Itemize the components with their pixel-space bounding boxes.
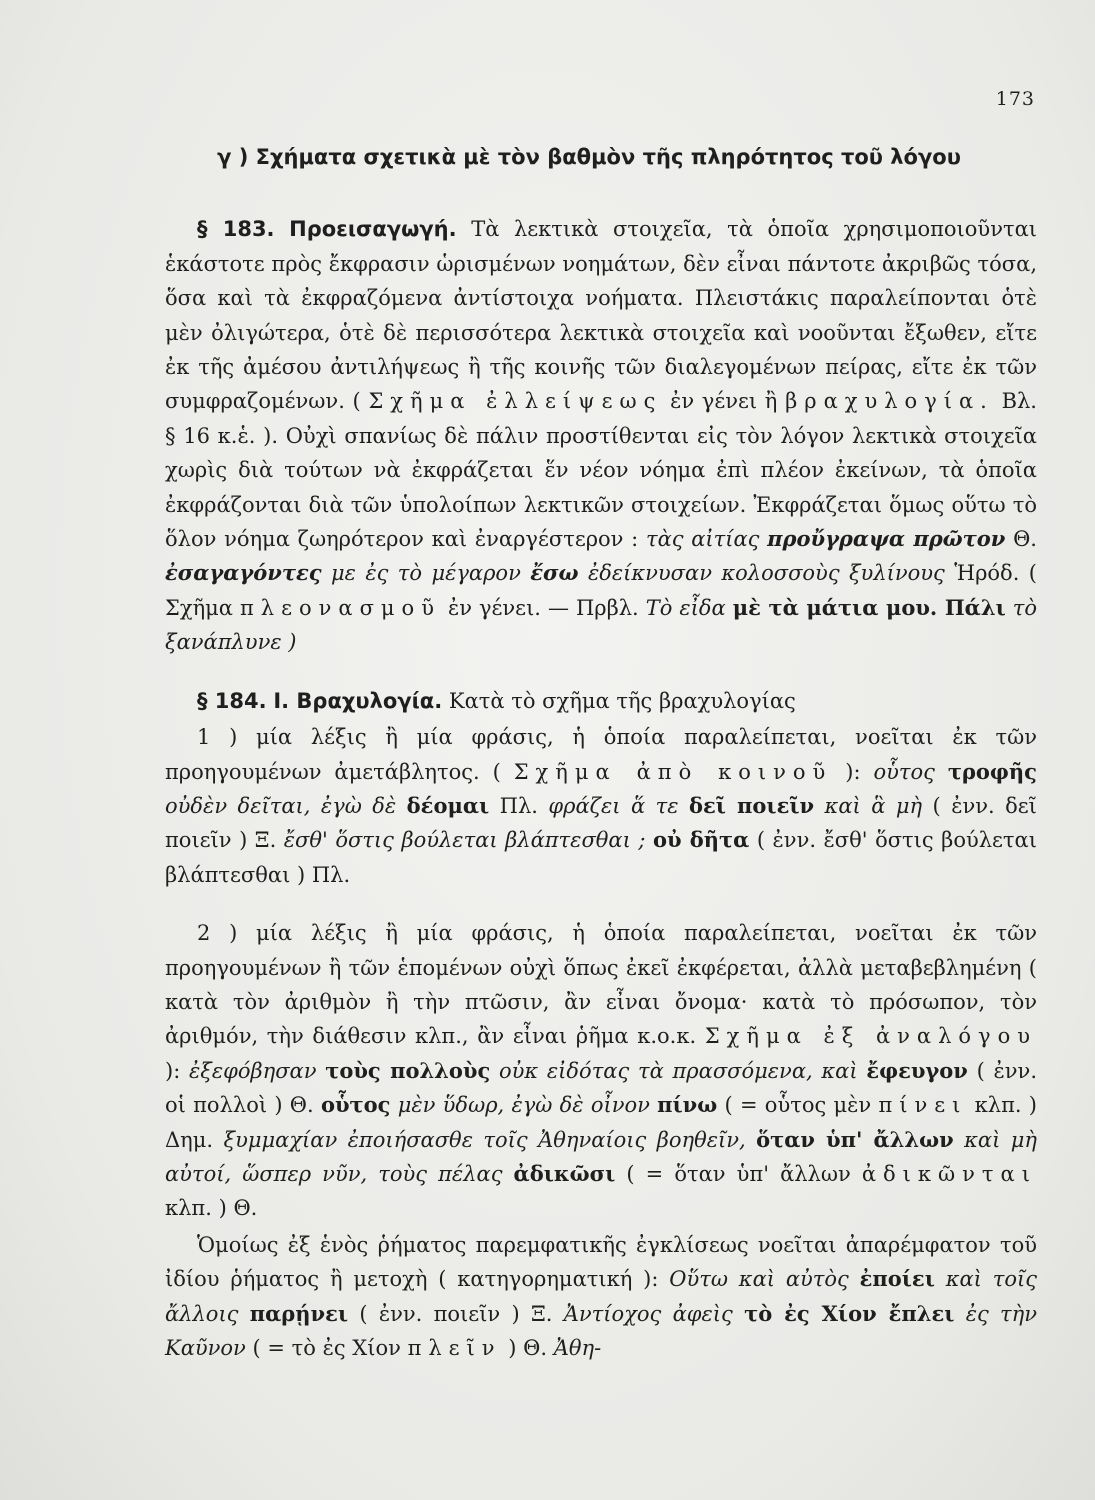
text: κλπ. ) Θ. [165,1196,258,1221]
example-bold: μὲ τὰ μάτια μου. Πάλι [732,594,1006,620]
page-content [165,140,1037,1367]
text: Βλ. § 16 κ.ἑ. ). Οὐχὶ σπανίως δὲ πάλιν προστίθενται εἰς τὸν λόγον λεκτικὰ στοιχεῖα χωρὶς διὰ τούτων νὰ ἐκφράζεται ἕν νέον νόημα ἐπὶ πλέον ἐκείνων, τὰ ὁποῖα ἐκφράζονται διὰ τῶν ὑπολοίπων λεκτικῶν στοιχείων. Ἐκφράζεται ὅμως οὕτω τὸ ὅλον νόημα ζωηρότερον καὶ ἐναργέστερον : [165,389,1037,552]
example-italic: οὗτος [873,759,935,784]
text: ( ἐνν. ἔσθ' ὅστις βούλεται βλάπτεσθαι ) Πλ. [165,828,1037,887]
text: ( ἐνν. οἱ πολλοὶ ) Θ. [165,1058,1037,1118]
example-bold: πίνω [657,1092,718,1118]
example-bold: τὸ ἐς Χίον ἔπλει [744,1300,955,1326]
text: ( = ὅταν ὑπ' ἄλλων [626,1161,851,1186]
example-bold: ὅταν ὑπ' ἄλλων [756,1126,954,1152]
spaced-term: Σχῆμα ἐλλείψεως [368,389,663,414]
paragraph-184-3 [165,1228,1037,1366]
section-number-183: § 183. [197,217,275,242]
example-bold: ἐσαγαγόντες [165,560,322,586]
spaced-term: Σχῆμα ἀπὸ κοινοῦ [513,759,833,784]
text: ἐν γένει ἢ [670,389,778,414]
text: Τὰ λεκτικὰ στοιχεῖα, τὰ ὁποῖα χρησιμοποιοῦνται ἑκάστοτε πρὸς ἔκφρασιν ὡρισμένων νοημάτων, δὲν εἶναι πάντοτε ἀκριβῶς τόσα, ὅσα καὶ τὰ ἐκφραζόμενα ἀντίστοιχα νοήματα. Πλειστάκις παραλείπονται ὁτὲ μὲν ὀλιγώτερα, ὁτὲ δὲ περισσότερα λεκτικὰ στοιχεῖα καὶ νοοῦνται ἔξωθεν, εἴτε ἐκ τῆς ἀμέσου ἀντιλήψεως ἢ τῆς κοινῆς τῶν διαλεγομένων πείρας, εἴτε ἐκ τῶν συμφραζομένων. ( [165,217,1037,414]
example-bold: ἔφευγον [866,1057,968,1083]
text: ( ἐνν. ποιεῖν ) Ξ. [359,1301,553,1326]
example-italic: καὶ ἃ μὴ [824,793,923,818]
example-bold: δεῖ ποιεῖν [689,792,815,818]
text: ἐν γένει. — Πρβλ. [447,595,639,620]
example-italic: τὸ ξανάπλυνε ) [165,595,1037,655]
example-bold: ἀδικῶσι [513,1160,616,1186]
paragraph-184-2 [165,916,1037,1226]
example-bold: ἐποίει [859,1266,935,1292]
example-bold: παρῄνει [249,1300,349,1326]
example-italic: Τὸ εἶδα [645,595,726,620]
example-bold: δέομαι [406,792,490,818]
text: Κατὰ τὸ σχῆμα τῆς βραχυλογίας [448,688,796,713]
paragraph-183 [165,212,1037,659]
example-bold: ἔσω [530,560,579,586]
paragraph-184-intro [165,684,1037,718]
example-bold: τροφῆς [947,758,1037,784]
paragraph-184-1 [165,720,1037,892]
text: ( ἐνν. δεῖ ποιεῖν ) Ξ. [165,793,1037,853]
example-italic: μὲν ὕδωρ, ἐγὼ δὲ οἶνον [397,1093,650,1118]
spaced-term: βραχυλογία. [785,389,994,414]
example-bold: οὗτος [320,1092,391,1118]
text: κλπ. ) Δημ. [165,1093,1037,1152]
example-italic: τὰς αἰτίας [645,527,760,552]
section-title-184: I. Βραχυλογία. [273,688,443,713]
example-bold: οὐ δῆτα [652,827,750,853]
example-italic: ξυμμαχίαν ἐποιήσασθε τοῖς Ἀθηναίοις βοηθεῖν, [223,1127,746,1152]
example-italic: ἐς τὴν Καῦνον [165,1301,1037,1360]
example-italic: Ἀθη- [553,1336,602,1360]
example-italic: καὶ τοῖς ἄλλοις [165,1267,1037,1326]
text: ( = τὸ ἐς Χίον [252,1336,401,1360]
spaced-term: πλεῖν [407,1336,502,1360]
spaced-term: πλεονασμοῦ [239,595,441,620]
example-italic: ἐδείκνυσαν κολοσσοὺς ξυλίνους [587,561,945,586]
spaced-term: Σχῆμα ἐξ ἀναλόγου [704,1024,1037,1049]
example-italic: καὶ μὴ αὐτοί, ὥσπερ νῦν, τοὺς πέλας [165,1127,1037,1186]
text: 2 ) μία λέξις ἢ μία φράσις, ἡ ὁποία παραλείπεται, νοεῖται ἐκ τῶν προηγουμένων ἢ τῶν ἑπομένων οὐχὶ ὅπως ἐκεῖ ἐκφέρεται, ἀλλὰ μεταβεβλημένη ( κατὰ τὸν ἀριθμὸν ἢ τὴν πτῶσιν, ἂν εἶναι ὄνομα· κατὰ τὸ πρόσωπον, τὸν ἀριθμόν, τὴν διάθεσιν κλπ., ἂν εἶναι ῥῆμα κ.ο.κ. [165,921,1037,1049]
text: Ὁμοίως ἐξ ἑνὸς ῥήματος παρεμφατικῆς ἐγκλίσεως νοεῖται ἀπαρέμφατον τοῦ ἰδίου ῥήματος ἢ μετοχὴ ( κατηγορηματική ): [165,1232,1037,1292]
section-heading: γ ) Σχήματα σχετικὰ μὲ τὸν βαθμὸν τῆς πληρότητος τοῦ λόγου [217,145,961,169]
example-italic: Οὕτω καὶ αὐτὸς [669,1267,849,1292]
text: ): [165,1058,181,1083]
text: ) Θ. [508,1336,548,1360]
text: Πλ. [499,793,538,818]
text: 1 ) μία λέξις ἢ μία φράσις, ἡ ὁποία παραλείπεται, νοεῖται ἐκ τῶν προηγουμένων ἀμετάβλητος. ( [165,725,1037,784]
example-italic: ἐξεφόβησαν [189,1058,317,1083]
text: Θ. [1013,527,1037,552]
text: Ἡρόδ. ( Σχῆμα [165,561,1037,620]
page-number: 173 [995,88,1035,110]
section-title-183: Προεισαγωγή. [289,217,457,242]
example-italic: με ἐς τὸ μέγαρον [330,561,521,586]
spaced-term: πίνει [878,1093,968,1118]
section-number-184: § 184. [197,688,267,713]
example-italic: Ἀντίοχος ἀφεὶς [563,1301,733,1326]
example-italic: οὐδὲν δεῖται, ἐγὼ δὲ [165,793,397,818]
example-bold: προὔγραψα πρῶτον [767,526,1006,552]
example-italic: οὐκ εἰδότας τὰ πρασσόμενα, καὶ [499,1058,858,1083]
example-italic: φράζει ἅ τε [548,793,679,818]
example-italic: ἔσθ' ὅστις βούλεται βλάπτεσθαι ; [283,828,646,853]
spaced-term: ἀδικῶνται [861,1161,1037,1186]
text: ): [845,759,861,784]
example-bold: τοὺς πολλοὺς [325,1057,491,1083]
text: ( = οὗτος μὲν [724,1093,872,1118]
